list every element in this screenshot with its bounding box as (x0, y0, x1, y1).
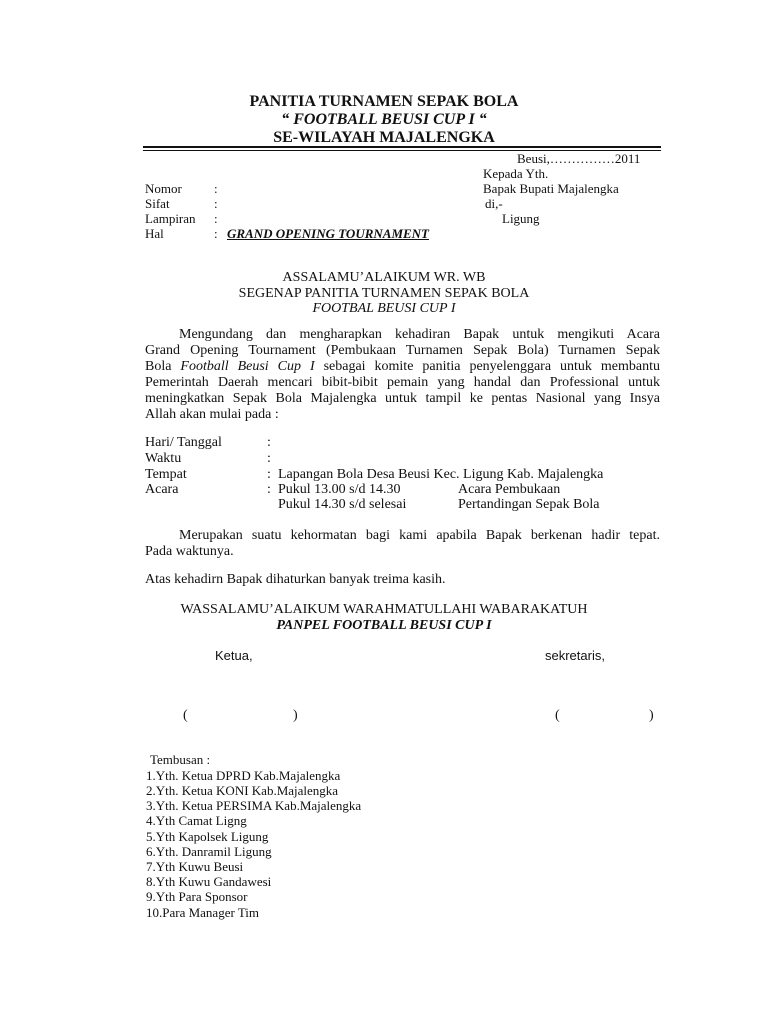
event-acara-time-2: Pukul 14.30 s/d selesai (278, 497, 407, 512)
signature-bracket-close: ) (649, 708, 654, 723)
event-colon: : (267, 482, 271, 497)
closing-paragraph (145, 528, 660, 560)
place-date: Beusi,……………2011 (517, 151, 641, 166)
paragraph-line: Mengundang dan mengharapkan kehadiran Bapak untuk mengikuti Acara (179, 327, 660, 342)
paragraph-text: sebagai komite panitia penyelenggara untuk membantu (314, 359, 660, 374)
cc-list-item: 9.Yth Para Sponsor (146, 889, 248, 904)
cc-list-item: 8.Yth Kuwu Gandawesi (146, 874, 272, 889)
field-value-hal: GRAND OPENING TOURNAMENT (227, 226, 430, 241)
cc-title: Tembusan : (150, 752, 211, 767)
event-label-acara: Acara (145, 482, 179, 497)
salutation-event: FOOTBAL BEUSI CUP I (312, 301, 456, 316)
event-acara-time-1: Pukul 13.00 s/d 14.30 (278, 482, 401, 497)
event-colon: : (267, 467, 271, 482)
recipient-place: Ligung (502, 211, 540, 226)
signoff-greeting: WASSALAMU’ALAIKUM WARAHMATULLAHI WABARAKATUH (180, 602, 588, 617)
paragraph-line: meningkatkan Sepak Bola Majalengka untuk tampil ke pentas Nasional yang Insya (145, 391, 660, 406)
field-label-nomor: Nomor (145, 181, 182, 196)
event-acara-desc-1: Acara Pembukaan (458, 482, 561, 497)
cc-list-item: 3.Yth. Ketua PERSIMA Kab.Majalengka (146, 798, 362, 813)
event-value-tempat: Lapangan Bola Desa Beusi Kec. Ligung Kab. Majalengka (278, 467, 604, 482)
field-label-hal: Hal (145, 226, 164, 241)
recipient-di: di,- (485, 196, 503, 211)
signature-label-ketua: Ketua, (215, 648, 253, 663)
signature-bracket-open: ( (183, 708, 188, 723)
paragraph-line: Pemerintah Daerah mencari bibit-bibit pemain yang handal dan Professional untuk (145, 375, 660, 390)
field-colon: : (214, 211, 218, 226)
event-label-waktu: Waktu (145, 451, 182, 466)
cc-list-item: 6.Yth. Danramil Ligung (146, 844, 272, 859)
paragraph-text: Bola (145, 359, 181, 374)
field-colon: : (214, 196, 218, 211)
field-label-lampiran: Lampiran (145, 211, 196, 226)
signature-label-sekretaris: sekretaris, (545, 648, 605, 663)
cc-list-item: 4.Yth Camat Ligng (146, 813, 247, 828)
event-colon: : (267, 451, 271, 466)
paragraph-line: Allah akan mulai pada : (145, 407, 279, 422)
letterhead-title: PANITIA TURNAMEN SEPAK BOLA (249, 93, 519, 110)
field-colon: : (214, 226, 218, 241)
paragraph-line (145, 359, 660, 375)
recipient-kepada: Kepada Yth. (483, 166, 549, 181)
cc-list-item: 7.Yth Kuwu Beusi (146, 859, 244, 874)
paragraph-line: Pada waktunya. (145, 544, 234, 559)
recipient-name: Bapak Bupati Majalengka (483, 181, 619, 196)
cc-list-item: 5.Yth Kapolsek Ligung (146, 829, 269, 844)
signature-bracket-open: ( (555, 708, 560, 723)
signature-bracket-close: ) (293, 708, 298, 723)
paragraph-event-name: Football Beusi Cup I (180, 359, 315, 374)
invitation-paragraph (145, 327, 660, 423)
paragraph-line: Grand Opening Tournament (Pembukaan Turnamen Sepak Bola) Turnamen Sepak (145, 343, 660, 358)
event-colon: : (267, 435, 271, 450)
letterhead-region: SE-WILAYAH MAJALENGKA (273, 129, 495, 146)
event-acara-desc-2: Pertandingan Sepak Bola (458, 497, 600, 512)
cc-list-item: 10.Para Manager Tim (146, 905, 260, 920)
letterhead-event-name: “ FOOTBALL BEUSI CUP I “ (281, 111, 487, 128)
event-label-tempat: Tempat (145, 467, 187, 482)
field-label-sifat: Sifat (145, 196, 170, 211)
field-colon: : (214, 181, 218, 196)
paragraph-line: Merupakan suatu kehormatan bagi kami apabila Bapak berkenan hadir tepat. (179, 528, 660, 543)
cc-list-item: 1.Yth. Ketua DPRD Kab.Majalengka (146, 768, 341, 783)
cc-list-item: 2.Yth. Ketua KONI Kab.Majalengka (146, 783, 339, 798)
signoff-committee: PANPEL FOOTBALL BEUSI CUP I (276, 618, 492, 633)
letterhead-rule-thick (143, 146, 661, 148)
thanks-line: Atas kehadirn Bapak dihaturkan banyak treima kasih. (145, 572, 446, 587)
salutation-greeting: ASSALAMU’ALAIKUM WR. WB (282, 270, 486, 285)
salutation-committee: SEGENAP PANITIA TURNAMEN SEPAK BOLA (238, 286, 530, 301)
event-label-hari: Hari/ Tanggal (145, 435, 222, 450)
